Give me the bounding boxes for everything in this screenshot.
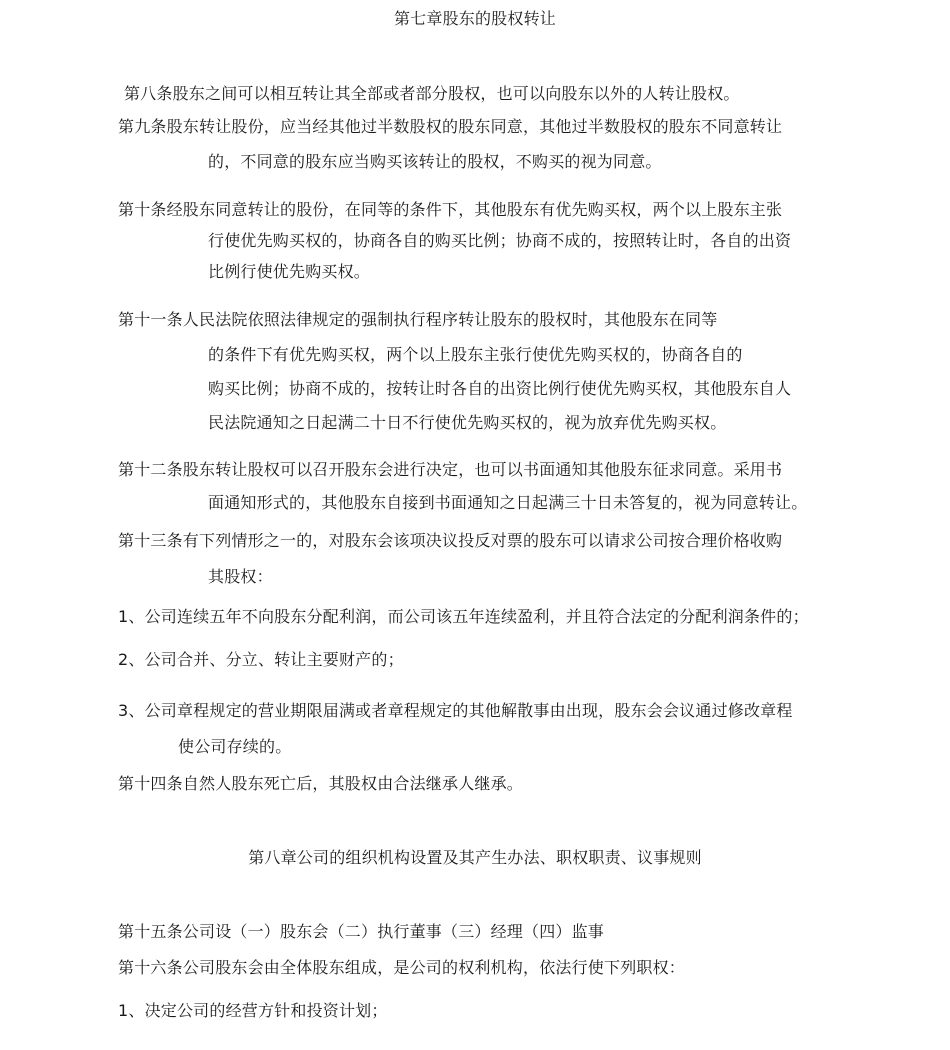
article-13-item-1: 1、公司连续五年不向股东分配利润，而公司该五年连续盈利，并且符合法定的分配利润条件的； [118,607,809,626]
article-8: 第八条股东之间可以相互转让其全部或者部分股权，也可以向股东以外的人转让股权。 [124,84,740,103]
article-14: 第十四条自然人股东死亡后，其股权由合法继承人继承。 [118,774,524,793]
article-13-item-3-line-2: 使公司存续的。 [178,737,292,756]
article-13-item-2: 2、公司合并、分立、转让主要财产的； [118,650,404,669]
article-12-line-2: 面通知形式的，其他股东自接到书面通知之日起满三十日未答复的，视为同意转让。 [208,493,808,512]
article-13-item-3-line-1: 3、公司章程规定的营业期限届满或者章程规定的其他解散事由出现，股东会会议通过修改章程 [118,701,793,720]
article-16-item-1: 1、决定公司的经营方针和投资计划； [118,1001,388,1020]
article-13-line-2: 其股权： [208,567,273,586]
article-11-line-3: 购买比例；协商不成的，按转让时各自的出资比例行使优先购买权，其他股东自人 [208,379,792,398]
article-11-line-1: 第十一条人民法院依照法律规定的强制执行程序转让股东的股权时，其他股东在同等 [118,310,718,329]
article-10-line-2: 行使优先购买权的，协商各自的购买比例；协商不成的，按照转让时，各自的出资 [208,231,792,250]
article-10-line-1: 第十条经股东同意转让的股份，在同等的条件下，其他股东有优先购买权，两个以上股东主张 [118,200,783,219]
article-12-line-1: 第十二条股东转让股权可以召开股东会进行决定，也可以书面通知其他股东征求同意。采用书 [118,460,783,479]
article-15: 第十五条公司设（一）股东会（二）执行董事（三）经理（四）监事 [118,922,605,941]
article-9-line-2: 的，不同意的股东应当购买该转让的股权，不购买的视为同意。 [208,152,662,171]
article-11-line-4: 民法院通知之日起满二十日不行使优先购买权的，视为放弃优先购买权。 [208,413,727,432]
chapter-8-title: 第八章公司的组织机构设置及其产生办法、职权职责、议事规则 [248,848,702,867]
article-13-line-1: 第十三条有下列情形之一的，对股东会该项决议投反对票的股东可以请求公司按合理价格收购 [118,531,783,550]
chapter-7-title: 第七章股东的股权转让 [393,9,556,28]
article-11-line-2: 的条件下有优先购买权，两个以上股东主张行使优先购买权的，协商各自的 [208,345,743,364]
article-16: 第十六条公司股东会由全体股东组成，是公司的权利机构，依法行使下列职权： [118,958,686,977]
article-10-line-3: 比例行使优先购买权。 [208,262,371,281]
article-9-line-1: 第九条股东转让股份，应当经其他过半数股权的股东同意，其他过半数股权的股东不同意转让 [118,117,783,136]
